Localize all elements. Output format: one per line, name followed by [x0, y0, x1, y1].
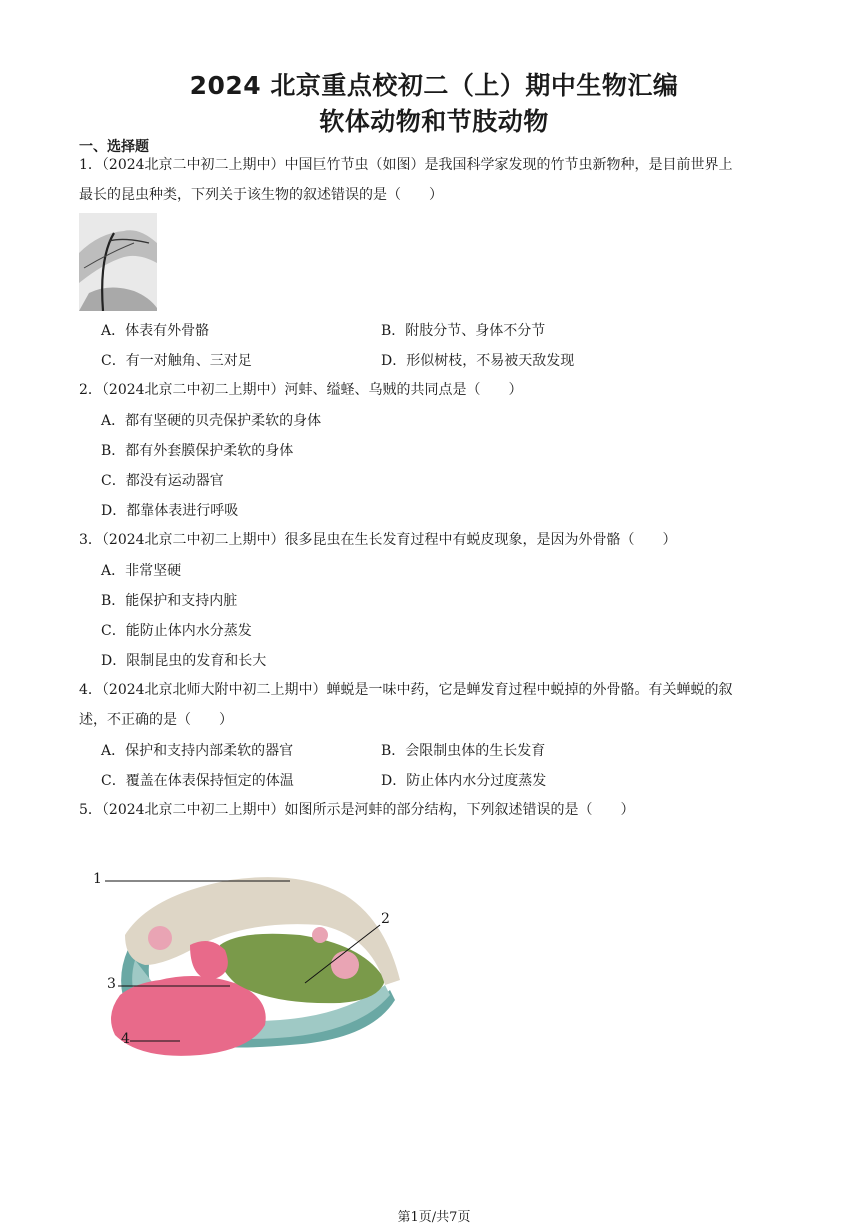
question-2-text: 2．（2024北京二中初二上期中）河蚌、缢蛏、乌贼的共同点是（ ） — [79, 382, 523, 398]
clam-structure-diagram — [90, 865, 410, 1065]
question-4-text-cont: 述，不正确的是（ ） — [79, 712, 233, 728]
question-2-option-d[interactable]: D．都靠体表进行呼吸 — [101, 503, 239, 519]
question-2-option-b[interactable]: B．都有外套膜保护柔软的身体 — [101, 443, 294, 459]
section-heading: 一、选择题 — [79, 139, 149, 155]
figure-label-4: 4 — [121, 1031, 130, 1047]
question-2-option-c[interactable]: C．都没有运动器官 — [101, 473, 224, 489]
figure-label-1: 1 — [93, 871, 102, 887]
question-1-text: 1．（2024北京二中初二上期中）中国巨竹节虫（如图）是我国科学家发现的竹节虫新物种，是目前世界上 — [79, 157, 733, 173]
question-1-option-d[interactable]: D．形似树枝，不易被天敌发现 — [381, 353, 575, 369]
question-4-option-d[interactable]: D．防止体内水分过度蒸发 — [381, 773, 547, 789]
question-4-text: 4．（2024北京北师大附中初二上期中）蝉蜕是一味中药，它是蝉发育过程中蜕掉的外骨骼。有关蝉蜕的叙 — [79, 682, 733, 698]
page-title-line1: 2024 北京重点校初二（上）期中生物汇编 — [189, 71, 679, 100]
question-1-text-cont: 最长的昆虫种类，下列关于该生物的叙述错误的是（ ） — [79, 187, 443, 203]
question-1-option-c[interactable]: C．有一对触角、三对足 — [101, 353, 252, 369]
question-2-option-a[interactable]: A．都有坚硬的贝壳保护柔软的身体 — [101, 413, 322, 429]
figure-label-3: 3 — [107, 976, 116, 992]
stick-insect-photo — [79, 213, 157, 311]
question-4-option-a[interactable]: A．保护和支持内部柔软的器官 — [101, 743, 294, 759]
page-title-line2: 软体动物和节肢动物 — [319, 107, 549, 136]
question-1-option-b[interactable]: B．附肢分节、身体不分节 — [381, 323, 546, 339]
question-4-option-c[interactable]: C．覆盖在体表保持恒定的体温 — [101, 773, 294, 789]
question-3-option-b[interactable]: B．能保护和支持内脏 — [101, 593, 238, 609]
question-4-option-b[interactable]: B．会限制虫体的生长发育 — [381, 743, 546, 759]
page-footer: 第1页/共7页 — [397, 1210, 471, 1225]
question-3-text: 3．（2024北京二中初二上期中）很多昆虫在生长发育过程中有蜕皮现象，是因为外骨骼（ ） — [79, 532, 677, 548]
figure-label-2: 2 — [381, 911, 390, 927]
question-5-text: 5．（2024北京二中初二上期中）如图所示是河蚌的部分结构，下列叙述错误的是（ ） — [79, 802, 635, 818]
question-3-option-d[interactable]: D．限制昆虫的发育和长大 — [101, 653, 267, 669]
question-1-option-a[interactable]: A．体表有外骨骼 — [101, 323, 210, 339]
question-3-option-c[interactable]: C．能防止体内水分蒸发 — [101, 623, 252, 639]
question-3-option-a[interactable]: A．非常坚硬 — [101, 563, 182, 579]
